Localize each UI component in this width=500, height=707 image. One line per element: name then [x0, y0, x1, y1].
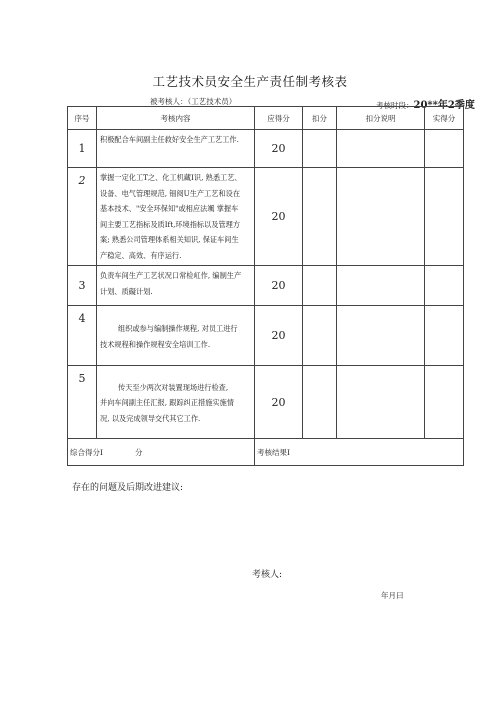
content-line: 传天至少两次对装置现场进行检查,: [118, 382, 229, 392]
actual-score-cell[interactable]: [425, 168, 464, 266]
actual-score-cell[interactable]: [425, 366, 464, 439]
table-row: [68, 266, 464, 306]
row-points: 20: [255, 366, 303, 439]
actual-score-cell[interactable]: [425, 306, 464, 366]
deduct-note-cell[interactable]: [337, 130, 425, 168]
row-seq: 1: [68, 130, 97, 168]
content-line: 设备、电气管理规范, 钿阅U生产工艺和设在: [100, 188, 241, 198]
actual-score-cell[interactable]: [425, 130, 464, 168]
content-line: 并向车间副主任汇报, 跟踪纠正措施实施情: [100, 398, 234, 408]
table-row: [68, 306, 464, 366]
row-content: [97, 366, 255, 439]
row-seq: 2: [68, 168, 97, 266]
period-value: 20**年2季度: [413, 100, 475, 111]
issues-label: 存在的问题及后期改进建议:: [72, 483, 184, 493]
table-header-row: [68, 107, 464, 130]
total-score-unit: 分: [134, 447, 143, 457]
date-label: 年月曰: [381, 591, 404, 600]
row-content: [97, 306, 255, 366]
deduct-cell[interactable]: [303, 266, 337, 306]
table-row: [68, 366, 464, 439]
content-line: 间主要工艺指标及质Ift,环境指标以及管理方: [100, 219, 241, 229]
content-line: 况, 以及完成领导交代其它工作.: [100, 413, 201, 423]
content-line: 组织或参与编制操作规程, 对员工进行: [118, 324, 238, 333]
summary-row: [68, 439, 464, 466]
deduct-cell[interactable]: [303, 168, 337, 266]
content-line: 技术规程和操作规程安全培训工作.: [100, 339, 211, 349]
content-line: 积极配合车间副主任救好安全生产工艺工作.: [100, 135, 239, 144]
deduct-cell[interactable]: [303, 306, 337, 366]
document-title: 工艺技术员安全生产责任制考核表: [152, 74, 348, 89]
header-content: 考核内容: [97, 107, 255, 130]
table-row: [68, 168, 464, 266]
table-row: [68, 130, 464, 168]
total-score-label: 综合得分I: [70, 447, 103, 457]
content-line: 产稳定、高效、有序运行.: [100, 250, 182, 260]
header-seq: 序号: [68, 107, 97, 130]
header-deduct: 扣分: [303, 107, 337, 130]
row-seq: 5: [68, 366, 97, 439]
row-points: 20: [255, 130, 303, 168]
row-points: 20: [255, 266, 303, 306]
checker-label: 考核人:: [252, 570, 283, 580]
deduct-cell[interactable]: [303, 366, 337, 439]
row-points: 20: [255, 168, 303, 266]
deduct-note-cell[interactable]: [337, 306, 425, 366]
row-content: [97, 130, 255, 168]
examinee-label: 被考核人：（工艺技术员）: [150, 97, 237, 106]
row-points: 20: [255, 306, 303, 366]
period-label: 考核时段：: [376, 101, 414, 110]
result-cell[interactable]: [255, 439, 464, 466]
deduct-note-cell[interactable]: [337, 366, 425, 439]
row-content: [97, 168, 255, 266]
content-line: 案; 熟悉公司管理体系相关知识, 保证车间生: [100, 235, 239, 244]
deduct-note-cell[interactable]: [337, 266, 425, 306]
content-line: 掌握一定化工T之、化工机藏I识, 熟悉工艺、: [100, 173, 242, 182]
content-line: 计划、质礙计划.: [100, 286, 153, 296]
row-seq: 4: [68, 306, 97, 366]
content-line: 基本技术、"安全环保知"或相应法颯 掌握车: [100, 204, 239, 213]
row-content: [97, 266, 255, 306]
row-seq: 3: [68, 266, 97, 306]
header-actual: 实得分: [425, 107, 464, 130]
header-deduct-note: 扣分说明: [337, 107, 425, 130]
deduct-note-cell[interactable]: [337, 168, 425, 266]
actual-score-cell[interactable]: [425, 266, 464, 306]
content-line: 负责车间生产工艺状况口常检屸作, 编制生产: [100, 271, 242, 280]
header-points: 应得分: [255, 107, 303, 130]
deduct-cell[interactable]: [303, 130, 337, 168]
total-score-cell[interactable]: [68, 439, 255, 466]
result-label: 考核结果I: [257, 447, 290, 457]
assessment-table: [67, 106, 464, 466]
